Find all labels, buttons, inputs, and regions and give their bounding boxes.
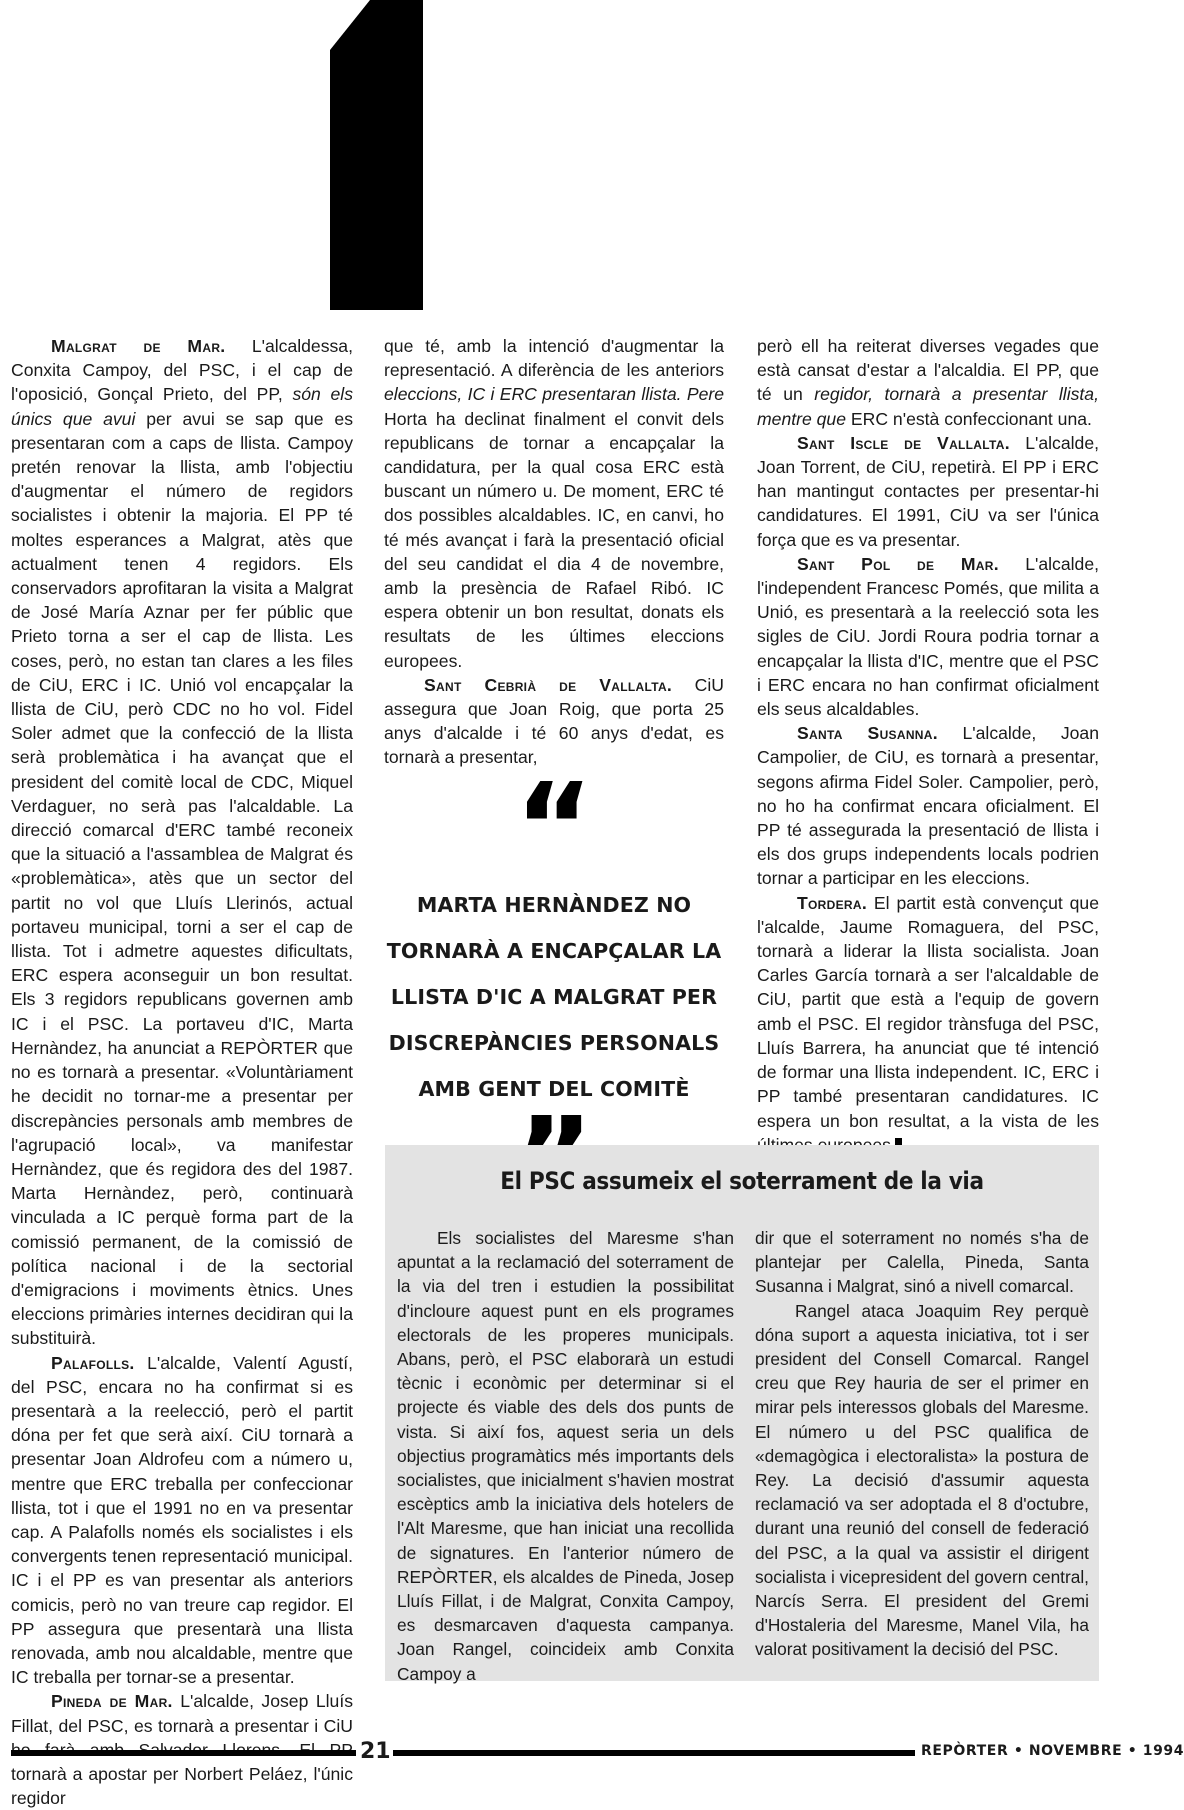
footer-rule-right xyxy=(393,1750,915,1756)
paragraph-santa-susanna: Santa Susanna. L'alcalde, Joan Campolier, de CiU, es tornarà a presentar, segons afirma Fidel Soler. Campolier, però, no ho ha confirmat encara oficialment. El PP té assegurada la presentació de llista i els dos grups independents locals podrien tornar a participar en les eleccions. xyxy=(757,723,1099,889)
sidebar-column-1 xyxy=(397,1226,734,1686)
paragraph-sant-cebria: Sant Cebrià de Vallalta. CiU assegura que Joan Roig, que porta 25 anys d'alcalde i té 60 anys d'edat, es tornarà a presentar, xyxy=(384,674,724,768)
place-sant-iscle: Sant Iscle de Vallalta. xyxy=(797,432,1010,453)
page-number: 21 xyxy=(360,1739,391,1764)
article-column-2 xyxy=(384,334,724,770)
page-footer xyxy=(11,1739,1184,1765)
paragraph-tordera: Tordera. El partit està convençut que l'alcalde, Jaume Romaguera, del PSC, tornarà a liderar la llista socialista. Joan Carles García tornarà a ser l'alcaldable de CiU, partit que està a l'equip de govern amb el PSC. El regidor trànsfuga del PSC, Lluís Barrera, ha anunciat que té intenció de formar una llista independent. IC, ERC i PP també presentaran candidatures. IC espera un bon resultat, a la vista de les xyxy=(757,891,1099,1157)
paragraph-sant-pol: Sant Pol de Mar. L'alcalde, l'independent Francesc Pomés, que milita a Unió, es presentarà a la reelecció sota les sigles de CiU. Jordi Roura podria tornar a encapçalar la llista d'IC, mentre que el PSC i ERC encara no han confirmat oficialment els seus alcaldables. xyxy=(757,553,1099,720)
footer-rule-left xyxy=(11,1750,356,1756)
paragraph-pineda-cont: que té, amb la intenció d'augmentar la representació. A diferència de les anteriors eleccions, IC i ERC presentaran llista. Pere Horta ha declinat finalment el convit dels republicans de tornar a encapçalar la candidatura, per la qual cosa ERC està buscant un número u. De moment, ERC té dos possibles alcaldables. IC, en canvi, ho té més avançat i farà la presentació oficial del seu candidat el dia 4 de novembre, amb la presència de Rafael Ribó. IC espera obtenir un bon resultat, donats els resultats de les últimes eleccions europees. xyxy=(384,336,724,671)
place-pineda: Pineda de Mar. xyxy=(51,1691,173,1712)
place-palafolls: Palafolls. xyxy=(51,1352,135,1373)
sidebar-paragraph-2: dir que el soterrament no només s'ha de plantejar per Calella, Pineda, Santa Susanna i Malgrat, sinó a nivell comarcal. xyxy=(755,1228,1089,1297)
paragraph-sant-cebria-cont: però ell ha reiterat diverses vegades que està cansat d'estar a l'alcaldia. El PP, que té un regidor, tornarà a presentar llista, mentre que ERC n'està confeccionant una. xyxy=(757,336,1099,429)
sidebar-box xyxy=(385,1145,1099,1684)
paragraph-pineda: Pineda de Mar. L'alcalde, Josep Lluís Fillat, del PSC, es tornarà a presentar i CiU tornarà a apostar per Norbert Peláez, l'únic regidor xyxy=(11,1691,354,1809)
paragraph-malgrat: Malgrat de Mar. L'alcaldessa, Conxita Campoy, del PSC, i el cap de l'oposició, Gonçal Prieto, del PP, són els únics que avui per avui se sap que es presentaran com a caps de llista. Campoy pretén renovar la llista, amb l'objectiu d'augmentar el número de regidors socialistes i obtenir la majoria. El PP té moltes esperances a Malgrat, atès que actualment tenen 4 regidors. Els conservadors aprofitaran la visita a Malgrat de José María Aznar per fer públic que Prieto torna a ser el cap de llista. Les coses, però, no estan tan clares a les files de CiU, ERC i IC. Unió vol encapçalar la llista de CiU, però CDC no ho vol. Fidel Soler admet que la confecció de la llista serà problemàtica i ha avançat que el president del comitè local de CDC, Miquel Verdaguer, no serà pas l'alcaldable. La direcció comarcal d'ERC també reconeix que la situació a l'assamblea de Malgrat és «problemàtica», atès que un sector del partit no vol que Lluís Llerinós, actual portaveu municipal, torni a ser el cap de llista. Tot i admetre aquestes dificultats, ERC espera aconseguir un bon resultat. Els 3 regidors republicans governen amb IC i el PSC. La portaveu d'IC, Marta Hernàndez, ha anunciat a REPÒRTER que no es tornarà a presentar. «Voluntàriament he decidit no tornar-me a presentar per discrepàncies personals amb membres de l'agrupació local», va manifestar Hernàndez, que és regidora des del 1987. Marta Hernàndez, però, continuarà vinculada a IC perquè forma part de la comissió permanent, de la comissió de política nacional i de la sectorial d'emigracions i moviments ètnics. Unes eleccions primàries internes decidiran qui la substituirà. xyxy=(11,336,354,1349)
place-santa-susanna: Santa Susanna. xyxy=(797,723,938,744)
publication-line: REPÒRTER • NOVEMBRE • 1994 xyxy=(921,1743,1184,1759)
pull-quote-text: MARTA HERNÀNDEZ NO TORNARÀ A ENCAPÇALAR LA LLISTA D'IC A MALGRAT PER DISCREPÀNCIES PERSONALS AMB GENT DEL COMITÈ xyxy=(386,893,722,1101)
open-quote-icon: “ xyxy=(514,759,594,898)
section-graphic xyxy=(330,0,423,310)
sidebar-column-2 xyxy=(755,1226,1089,1662)
place-malgrat: Malgrat de Mar. xyxy=(51,336,226,356)
article-column-3 xyxy=(757,334,1099,1157)
sidebar-paragraph-1: Els socialistes del Maresme s'han apuntat a la reclamació del soterrament de la via del tren i estudien la possibilitat d'incloure aquest punt en els programes electorals de les properes municipals. Abans, però, el PSC elaborarà un estudi tècnic i econòmic per determinar si el projecte és viable des dels dos punts de vista. Si així fos, aquest seria un dels objectius programàtics més importants dels socialistes, que inicialment s'havien mostrat escèptics amb la iniciativa dels hotelers de l'Alt Maresme, que han iniciat una recollida de signatures. En l'anterior número de REPÒRTER, els alcaldes de Pineda, Josep Lluís Fillat, i de Malgrat, Conxita Campoy, es desmarcaven d'aquesta campanya. Joan Rangel, coincideix amb Conxita Campoy a xyxy=(397,1228,734,1684)
sidebar-paragraph-3: Rangel ataca Joaquim Rey perquè dóna suport a aquesta iniciativa, tot i ser president del Consell Comarcal. Rangel creu que Rey hauria de ser el primer en mirar pels interessos globals del Maresme. El número u del PSC qualifica de «demagògica i electoralista» la postura de Rey. La decisió d'assumir aquesta reclamació va ser adoptada el 8 d'octubre, durant una reunió del consell de federació del PSC, a la qual va assistir el dirigent socialista i vicepresident del govern central, Narcís Serra. El president del Gremi d'Hostaleria del Maresme, Manel Vila, ha valorat positivament la decisió del PSC. xyxy=(755,1300,1089,1660)
paragraph-palafolls: Palafolls. L'alcalde, Valentí Agustí, del PSC, encara no ha confirmat si es presentarà a la reelecció, però el partit dóna per fet que serà així. CiU tornarà a presentar Joan Aldrofeu com a número u, mentre que ERC treballa per confeccionar llista, tot i que el 1991 no en va presentar cap. A Palafolls només els socialistes i els convergents tenen representació municipal. IC i el PP es van presentar als anteriors comicis, però no van treure cap regidor. El PP assegura que presentarà una llista renovada, amb nou alcaldable, mentre que IC treballa per tornar-se a presentar. xyxy=(11,1352,353,1688)
sidebar-title: El PSC assumeix el soterrament de la via xyxy=(500,1167,984,1195)
place-tordera: Tordera. xyxy=(797,892,868,913)
place-sant-pol: Sant Pol de Mar. xyxy=(797,553,999,574)
article-column-1 xyxy=(11,334,353,1810)
place-sant-cebria: Sant Cebrià de Vallalta. xyxy=(424,674,673,695)
paragraph-sant-iscle: Sant Iscle de Vallalta. L'alcalde, Joan Torrent, de CiU, repetirà. El PP i ERC han mantingut contactes per presentar-hi candidatures. El 1991, CiU va ser l'única força que es va presentar. xyxy=(757,432,1099,550)
